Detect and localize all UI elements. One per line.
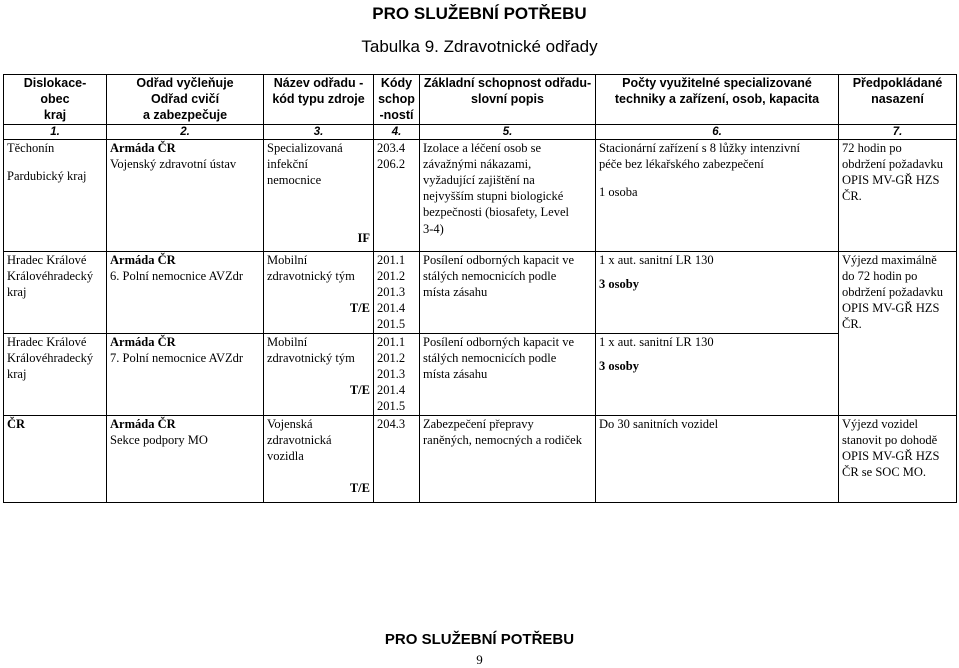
col-header-codes: Kódy schop -ností [374, 75, 420, 125]
location-cell: Hradec Králové Královéhradecký kraj [4, 251, 107, 333]
ability-cell: Zabezpečení přepravy raněných, nemocných a rodiček [420, 415, 596, 502]
classification-header: PRO SLUŽEBNÍ POTŘEBU [372, 4, 587, 23]
col-header-capacity: Počty využitelné specializované techniky a zařízení, osob, kapacita [596, 75, 839, 125]
table-row [4, 333, 957, 415]
col-header-name: Název odřadu - kód typu zdroje [264, 75, 374, 125]
unit-cell: Armáda ČR 6. Polní nemocnice AVZdr [107, 251, 264, 333]
capacity-cell: 1 x aut. sanitní LR 130 3 osoby [596, 333, 839, 415]
capacity-cell: Do 30 sanitních vozidel [596, 415, 839, 502]
col-number: 4. [374, 124, 420, 139]
unit-cell: Armáda ČR 7. Polní nemocnice AVZdr [107, 333, 264, 415]
ability-cell: Izolace a léčení osob se závažnými nákazami, vyžadující zajištění na nejvyšším stupni biologické bezpečnosti (biosafety, Level 3-4) [420, 139, 596, 251]
name-cell: Vojenská zdravotnická vozidla T/E [264, 415, 374, 502]
col-number: 6. [596, 124, 839, 139]
col-header-deploy: Předpokládané nasazení [839, 75, 957, 125]
ability-cell: Posílení odborných kapacit ve stálých nemocnicích podle místa zásahu [420, 251, 596, 333]
ability-cell: Posílení odborných kapacit ve stálých nemocnicích podle místa zásahu [420, 333, 596, 415]
table-title: Tabulka 9. Zdravotnické odřady [361, 37, 598, 56]
deploy-cell: Výjezd maximálně do 72 hodin po obdržení požadavku OPIS MV-GŘ HZS ČR. [839, 251, 957, 333]
codes-cell: 201.1 201.2 201.3 201.4 201.5 [374, 333, 420, 415]
col-number: 2. [107, 124, 264, 139]
table-row [4, 139, 957, 251]
codes-cell: 204.3 [374, 415, 420, 502]
col-number: 1. [4, 124, 107, 139]
col-header-unit: Odřad vyčleňuje Odřad cvičí a zabezpečuje [107, 75, 264, 125]
location-cell: ČR [4, 415, 107, 502]
column-number-row [4, 124, 957, 139]
col-number: 3. [264, 124, 374, 139]
capacity-cell: Stacionární zařízení s 8 lůžky intenzivní péče bez lékařského zabezpečení 1 osoba [596, 139, 839, 251]
deploy-cell: Výjezd vozidel stanovit po dohodě OPIS MV-GŘ HZS ČR se SOC MO. [839, 415, 957, 502]
deploy-cell [839, 333, 957, 415]
location-cell: Hradec Králové Královéhradecký kraj [4, 333, 107, 415]
classification-footer: PRO SLUŽEBNÍ POTŘEBU [384, 631, 575, 648]
col-header-ability: Základní schopnost odřadu- slovní popis [420, 75, 596, 125]
header-row [4, 75, 957, 125]
codes-cell: 201.1 201.2 201.3 201.4 201.5 [374, 251, 420, 333]
name-cell: Specializovaná infekční nemocnice IF [264, 139, 374, 251]
medical-units-table [3, 74, 957, 503]
capacity-cell: 1 x aut. sanitní LR 130 3 osoby [596, 251, 839, 333]
deploy-cell: 72 hodin po obdržení požadavku OPIS MV-GŘ HZS ČR. [839, 139, 957, 251]
col-header-location: Dislokace- obec kraj [4, 75, 107, 125]
table-row [4, 415, 957, 502]
table-row [4, 251, 957, 333]
col-number: 5. [420, 124, 596, 139]
name-cell: Mobilní zdravotnický tým T/E [264, 333, 374, 415]
name-cell: Mobilní zdravotnický tým T/E [264, 251, 374, 333]
page-number: 9 [476, 652, 483, 667]
unit-cell: Armáda ČR Sekce podpory MO [107, 415, 264, 502]
location-cell: Těchonín Pardubický kraj [4, 139, 107, 251]
codes-cell: 203.4 206.2 [374, 139, 420, 251]
unit-cell: Armáda ČR Vojenský zdravotní ústav [107, 139, 264, 251]
col-number: 7. [839, 124, 957, 139]
